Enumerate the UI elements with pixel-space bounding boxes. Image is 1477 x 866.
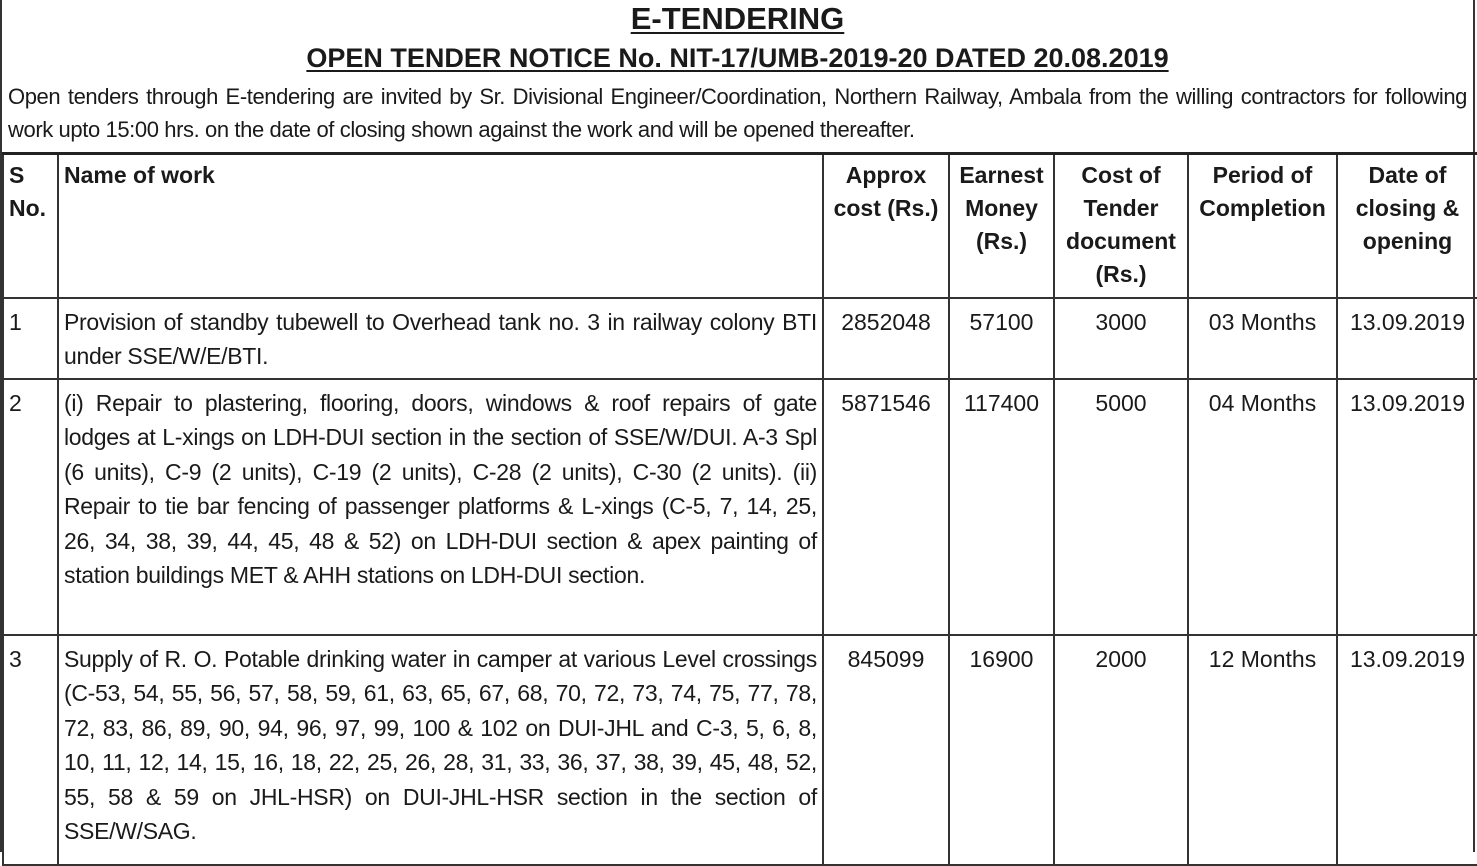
- table-header-row: [3, 154, 1477, 298]
- page-title: E-TENDERING: [630, 1, 845, 36]
- cell-sno: 2: [3, 379, 58, 635]
- tender-table: [2, 152, 1477, 866]
- cell-earnest-money: 16900: [949, 635, 1054, 865]
- header-name-of-work: Name of work: [58, 154, 823, 298]
- cell-period: 03 Months: [1188, 298, 1337, 379]
- cell-name-of-work: Supply of R. O. Potable drinking water in camper at various Level crossings (C-53, 54, 55, 56, 57, 58, 59, 61, 63, 65, 67, 68, 70, 72, 73, 74, 75, 77, 78, 72, 83, 86, 89, 90, 94, 96, 97, 99, 100 & 102 on DUI-JHL and C-3, 5, 6, 8, 10, 11, 12, 14, 15, 16, 18, 22, 25, 26, 28, 31, 33, 36, 37, 38, 39, 45, 48, 52, 55, 58 & 59 on JHL-HSR) on DUI-JHL-HSR section in the section of SSE/W/SAG.: [58, 635, 823, 865]
- cell-name-of-work: (i) Repair to plastering, flooring, doors, windows & roof repairs of gate lodges at L-xings on LDH-DUI section in the section of SSE/W/DUI. A-3 Spl (6 units), C-9 (2 units), C-19 (2 units), C-28 (2 units), C-30 (2 units). (ii) Repair to tie bar fencing of passenger platforms & L-xings (C-5, 7, 14, 25, 26, 34, 38, 39, 44, 45, 48 & 52) on LDH-DUI section & apex painting of station buildings MET & AHH stations on LDH-DUI section.: [58, 379, 823, 635]
- notice-subtitle: OPEN TENDER NOTICE No. NIT-17/UMB-2019-20 DATED 20.08.2019: [306, 43, 1169, 73]
- intro-paragraph: Open tenders through E-tendering are invited by Sr. Divisional Engineer/Coordination, Northern Railway, Ambala from the willing contractors for following work upto 15:00 hrs. on the date of closing shown against the work and will be opened thereafter.: [8, 84, 1467, 142]
- cell-tender-cost: 5000: [1054, 379, 1188, 635]
- header-closing-date: Date of closing & opening: [1337, 154, 1477, 298]
- cell-period: 04 Months: [1188, 379, 1337, 635]
- cell-sno: 3: [3, 635, 58, 865]
- table-row: [3, 635, 1477, 865]
- cell-period: 12 Months: [1188, 635, 1337, 865]
- header-earnest-money: Earnest Money (Rs.): [949, 154, 1054, 298]
- header-sno: S No.: [3, 154, 58, 298]
- cell-closing-date: 13.09.2019: [1337, 298, 1477, 379]
- header-tender-cost: Cost of Tender document (Rs.): [1054, 154, 1188, 298]
- cell-tender-cost: 3000: [1054, 298, 1188, 379]
- cell-approx-cost: 845099: [823, 635, 949, 865]
- cell-approx-cost: 2852048: [823, 298, 949, 379]
- header-approx-cost: Approx cost (Rs.): [823, 154, 949, 298]
- cell-earnest-money: 57100: [949, 298, 1054, 379]
- table-row: [3, 298, 1477, 379]
- table-row: [3, 379, 1477, 635]
- cell-tender-cost: 2000: [1054, 635, 1188, 865]
- cell-earnest-money: 117400: [949, 379, 1054, 635]
- cell-closing-date: 13.09.2019: [1337, 379, 1477, 635]
- cell-name-of-work: Provision of standby tubewell to Overhead tank no. 3 in railway colony BTI under SSE/W/E/BTI.: [58, 298, 823, 379]
- cell-approx-cost: 5871546: [823, 379, 949, 635]
- header-period: Period of Completion: [1188, 154, 1337, 298]
- cell-closing-date: 13.09.2019: [1337, 635, 1477, 865]
- cell-sno: 1: [3, 298, 58, 379]
